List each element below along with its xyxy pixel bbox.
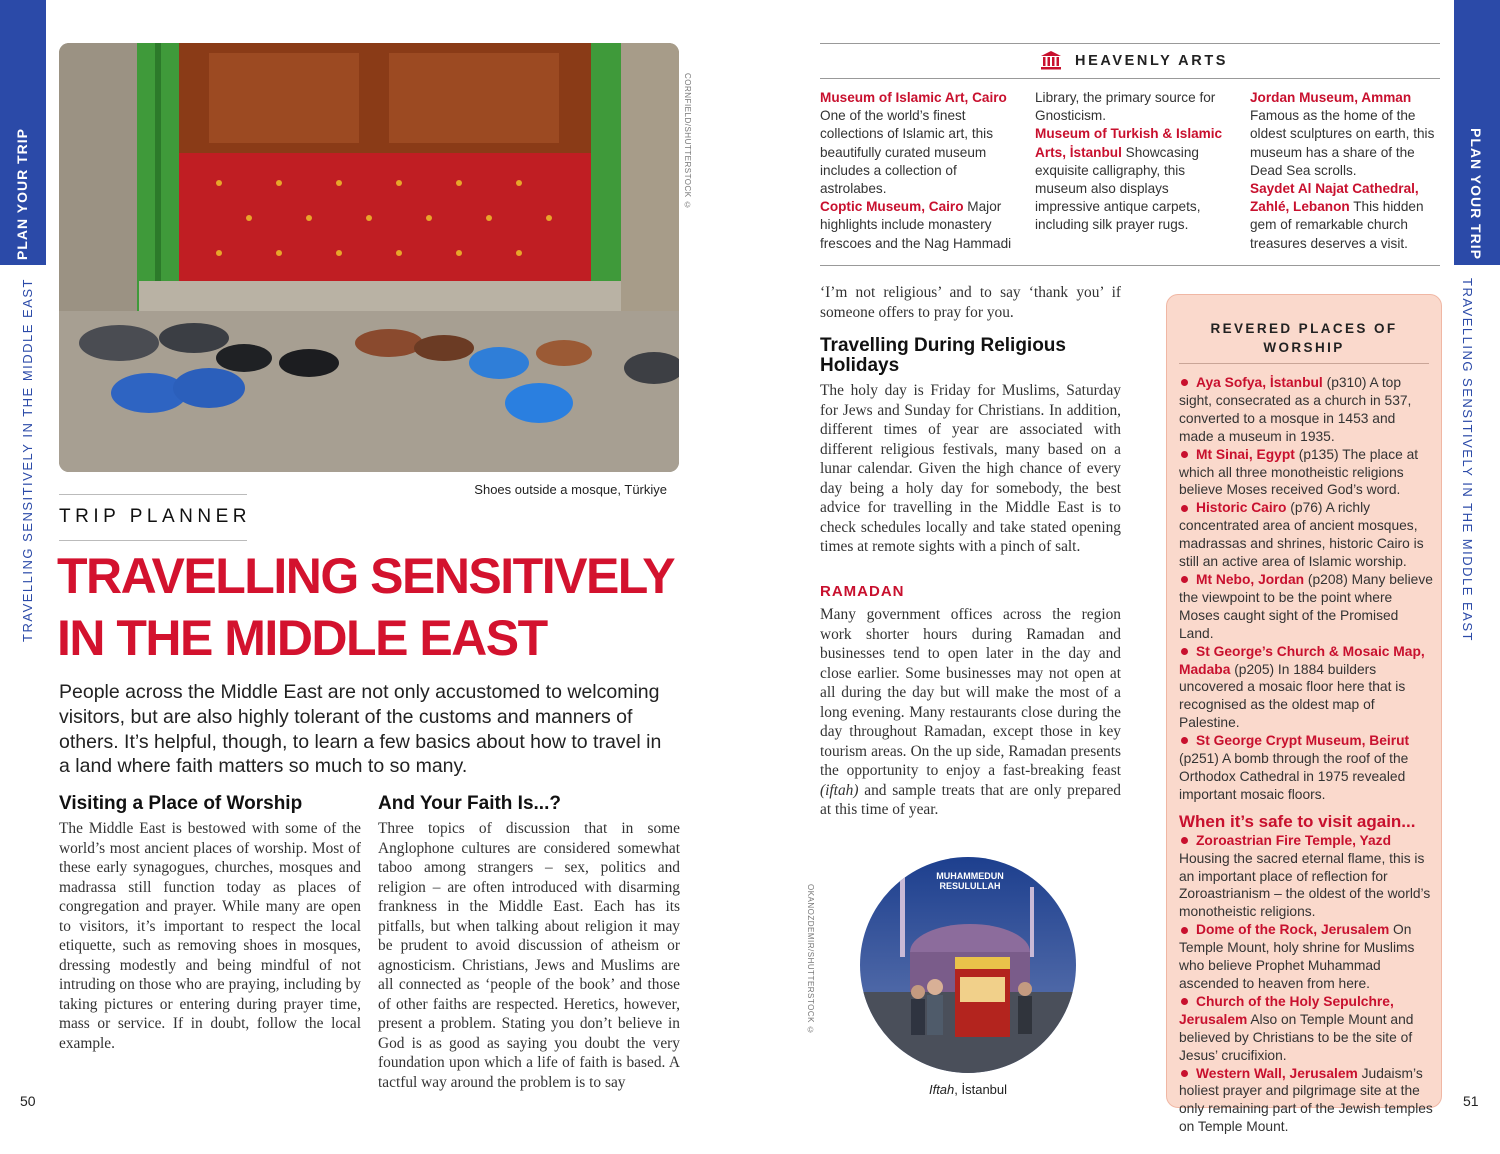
page-title-line: IN THE MIDDLE EAST bbox=[57, 610, 547, 666]
arts-entry bbox=[1035, 125, 1225, 234]
photo-sign-text: MUHAMMEDUN RESULULLAH bbox=[936, 871, 1004, 891]
bullet-icon bbox=[1181, 451, 1188, 458]
arts-entry-cont: Library, the primary source for Gnosticism. bbox=[1035, 90, 1216, 124]
side-tab-label: PLAN YOUR TRIP bbox=[14, 128, 30, 260]
col1-heading: Visiting a Place of Worship bbox=[59, 793, 303, 814]
bullet-icon bbox=[1181, 505, 1188, 512]
list-item-name: Mt Nebo, Jordan bbox=[1196, 571, 1305, 587]
bullet-icon bbox=[1181, 1070, 1188, 1077]
list-item bbox=[1179, 499, 1433, 571]
arts-entry-text: Famous as the home of the oldest sculptures on earth, this museum has a share of the Dead Sea scrolls. bbox=[1250, 108, 1435, 178]
revered-places-box bbox=[1166, 294, 1442, 1135]
ramadan-italic: (iftah) bbox=[820, 781, 859, 799]
list-item-text: (p76) A richly concentrated area of ancient mosques, madrassas and shrines, historic Cairo is still an active area of Islamic worship. bbox=[1179, 500, 1424, 570]
list-item-text: (p251) A bomb through the roof of the Orthodox Cathedral in 1975 revealed important mosaic floors. bbox=[1179, 751, 1409, 802]
list-item bbox=[1179, 1065, 1433, 1137]
list-item-text: (p205) In 1884 builders uncovered a mosaic floor here that is recognised as the oldest map of Palestine. bbox=[1179, 661, 1406, 731]
arts-entry-text: Showcasing exquisite calligraphy, this museum also displays impressive antique carpets, including silk prayer rugs. bbox=[1035, 144, 1201, 233]
side-tab-right bbox=[1454, 0, 1500, 265]
ramadan-text-a: Many government offices across the region work shorter hours during Ramadan and businesses tend to open later in the day and close earlier. Some businesses may not open at all during the day but will make the most of a long evening. Many restaurants close during the day throughout Ramadan, except those in key tourism areas. On the up side, Ramadan presents the opportunity to enjoy a fast-breaking feast bbox=[820, 606, 1121, 779]
list-item-text: Also on Temple Mount and believed by Christians to be the site of Jesus’ crucifixion. bbox=[1179, 1011, 1414, 1063]
list-item-name: Zoroastrian Fire Temple, Yazd bbox=[1196, 832, 1392, 848]
safe-heading: When it’s safe to visit again... bbox=[1179, 811, 1416, 831]
page-title-line: TRAVELLING SENSITIVELY bbox=[57, 548, 675, 604]
museum-icon bbox=[1040, 50, 1062, 75]
col1-text: The Middle East is bestowed with some of the world’s most ancient places of worship. Most of these early synagogues, churches, mosques and madrassa still function today as places of congregation and prayer. While many are open to visitors, it’s important to respect the local etiquette, such as removing shoes in mosques, dressing modestly and being mindful of not intruding on those who are praying, including by taking pictures or entering during prayer time, mass or service. If in doubt, follow the local example. bbox=[59, 820, 361, 1052]
holidays-heading: Travelling During Religious Holidays bbox=[820, 335, 1066, 376]
page-title bbox=[57, 545, 674, 669]
arts-rule-bottom bbox=[820, 265, 1440, 266]
section-rule bbox=[59, 540, 247, 541]
list-item-name: Church of the Holy Sepulchre, Jerusalem bbox=[1179, 993, 1394, 1027]
box-rule bbox=[1179, 363, 1429, 364]
arts-col2 bbox=[1035, 89, 1225, 235]
arts-entry bbox=[820, 198, 1012, 253]
col2-text: Three topics of discussion that in some Anglophone cultures are considered somewhat taboo among strangers – sex, politics and religion – are often introduced with disarming frankness in the Middle East. Each has its pitfalls, but when talking about religion it may be prudent to avoid discussion of atheism or agnosticism. Christians, Jews and Muslims are all connected as ‘people of the book’ and those of other faiths are respected. Heretics, however, present a problem. Stating you don’t believe in God is as good as saying you doubt the very foundation upon which a life of faith is based. A tactful way around the problem is to say bbox=[378, 820, 680, 1091]
arts-entry bbox=[820, 89, 1012, 198]
list-item-text: Housing the sacred eternal flame, this is an important place of reflection for Zoroastrianism – the oldest of the world’s monotheistic religions. bbox=[1179, 850, 1431, 920]
arts-col1 bbox=[820, 89, 1012, 253]
list-item bbox=[1179, 374, 1433, 446]
ramadan-text bbox=[820, 605, 1121, 820]
photo-caption: Shoes outside a mosque, Türkiye bbox=[474, 482, 667, 497]
list-item-text: Judaism’s holiest prayer and pilgrimage site at the only remaining part of the Jewish temples on Temple Mount. bbox=[1179, 1065, 1433, 1135]
photo-credit: CORNFIELD/SHUTTERSTOCK © bbox=[683, 73, 692, 210]
arts-col3 bbox=[1250, 89, 1442, 253]
intro-paragraph: People across the Middle East are not only accustomed to welcoming visitors, but are also highly tolerant of the customs and manners of others. It’s helpful, though, to learn a few basics about how to travel in a land where faith matters so much to so many. bbox=[59, 681, 662, 778]
arts-heading: HEAVENLY ARTS bbox=[1075, 53, 1229, 69]
list-item-name: St George’s Church & Mosaic Map, Madaba bbox=[1179, 643, 1425, 677]
side-tab-label: PLAN YOUR TRIP bbox=[1468, 128, 1484, 260]
running-title-left: TRAVELLING SENSITIVELY IN THE MIDDLE EAST bbox=[20, 278, 35, 642]
shoes-illustration bbox=[59, 43, 679, 472]
arts-rule-mid bbox=[820, 78, 1440, 79]
ramadan-text-b: and sample treats that are only prepared at this time of year. bbox=[820, 781, 1121, 818]
list-item-name: Aya Sofya, İstanbul bbox=[1196, 375, 1323, 390]
bullet-icon bbox=[1181, 998, 1188, 1005]
list-item-text: On Temple Mount, holy shrine for Muslims who believe Prophet Muhammad ascended to heaven from here. bbox=[1179, 922, 1415, 991]
list-item-name: Historic Cairo bbox=[1196, 500, 1287, 516]
list-item-text: (p310) A top sight, consecrated as a church in 537, converted to a mosque in 1453 and made a museum in 1935. bbox=[1179, 375, 1412, 444]
iftah-photo bbox=[860, 857, 1076, 1073]
list-item bbox=[1179, 921, 1433, 993]
bullet-icon bbox=[1181, 837, 1188, 844]
arts-entry-name: Museum of Islamic Art, Cairo bbox=[820, 90, 1007, 105]
list-item bbox=[1179, 732, 1433, 804]
arts-entry-text: This hidden gem of remarkable church treasures deserves a visit. bbox=[1250, 199, 1424, 251]
photo2-caption bbox=[860, 1082, 1076, 1097]
list-item bbox=[1179, 993, 1433, 1065]
bullet-icon bbox=[1181, 927, 1188, 934]
mosque-shoes-photo bbox=[59, 43, 679, 472]
arts-entry-name: Saydet Al Najat Cathedral, Zahlé, Lebanon bbox=[1250, 181, 1419, 215]
list-item bbox=[1179, 832, 1433, 922]
bullet-icon bbox=[1181, 379, 1188, 386]
ramadan-heading: RAMADAN bbox=[820, 583, 905, 600]
side-tab-left bbox=[0, 0, 46, 265]
arts-entry-name: Jordan Museum, Amman bbox=[1250, 90, 1412, 105]
list-item-name: St George Crypt Museum, Beirut bbox=[1196, 733, 1410, 749]
running-title-right: TRAVELLING SENSITIVELY IN THE MIDDLE EAST bbox=[1460, 278, 1475, 642]
col2-heading: And Your Faith Is...? bbox=[378, 793, 561, 814]
arts-entry-text: Major highlights include monastery frescoes and the Nag Hammadi bbox=[820, 199, 1012, 251]
list-item-name: Western Wall, Jerusalem bbox=[1196, 1065, 1358, 1081]
arts-entry-text: One of the world’s finest collections of Islamic art, this beautifully curated museum includes a collection of astrolabes. bbox=[820, 108, 994, 197]
page-number-left: 50 bbox=[20, 1093, 36, 1109]
section-rule bbox=[59, 494, 247, 495]
bullet-icon bbox=[1181, 576, 1188, 583]
continued-text: ‘I’m not religious’ and to say ‘thank you’ if someone offers to pray for you. bbox=[820, 284, 1121, 321]
revered-list bbox=[1179, 374, 1433, 1136]
arts-entry bbox=[1250, 89, 1442, 180]
section-label: TRIP PLANNER bbox=[59, 506, 251, 527]
list-item-text: (p135) The place at which all three monotheistic religions believe Moses received God’s word. bbox=[1179, 446, 1419, 498]
arts-entry-name: Museum of Turkish & Islamic Arts, İstanbul bbox=[1035, 126, 1223, 160]
bullet-icon bbox=[1181, 648, 1188, 655]
arts-entry-name: Coptic Museum, Cairo bbox=[820, 199, 964, 215]
holidays-text: The holy day is Friday for Muslims, Saturday for Jews and Sunday for Christians. In addition, different times of year are associated with different religious festivals, many based on a lunar calendar. Given the high chance of every day being a holy day for somebody, the best advice for travelling in the Middle East is to check schedules locally and take stated opening times at remote sights with a pinch of salt. bbox=[820, 382, 1121, 555]
arts-rule-top bbox=[820, 43, 1440, 44]
arts-entry bbox=[1250, 180, 1442, 253]
list-item-name: Dome of the Rock, Jerusalem bbox=[1196, 922, 1390, 938]
photo2-caption-rest: , İstanbul bbox=[954, 1082, 1008, 1097]
page-number-right: 51 bbox=[1463, 1093, 1479, 1109]
photo2-credit: OKANOZDEMIR/SHUTTERSTOCK © bbox=[806, 884, 815, 1036]
list-item bbox=[1179, 643, 1433, 733]
list-item bbox=[1179, 571, 1433, 643]
box-heading bbox=[1167, 319, 1441, 357]
box-heading-line: REVERED PLACES OF bbox=[1210, 321, 1398, 336]
list-item-name: Mt Sinai, Egypt bbox=[1196, 446, 1295, 462]
photo2-caption-italic: Iftah bbox=[928, 1082, 955, 1097]
list-item-text: (p208) Many believe the viewpoint to be the point where Moses caught sight of the Promised Land. bbox=[1179, 571, 1433, 641]
bullet-icon bbox=[1181, 737, 1188, 744]
box-heading-line: WORSHIP bbox=[1263, 340, 1345, 355]
list-item bbox=[1179, 446, 1433, 500]
